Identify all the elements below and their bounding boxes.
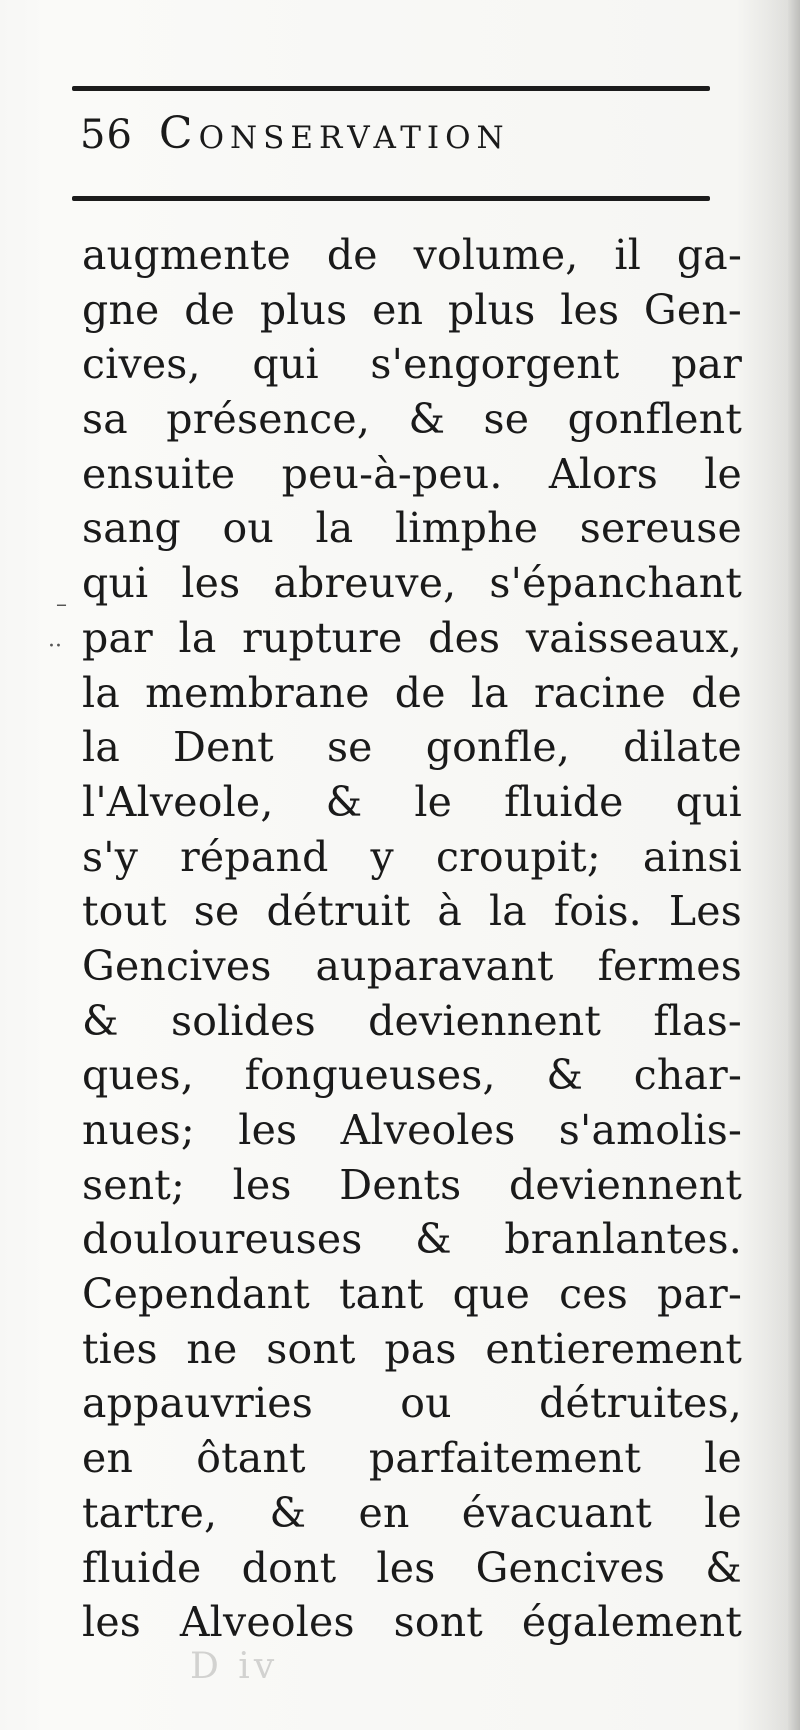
text-line: tout se détruit à la fois. Les	[82, 887, 742, 936]
text-line: gne de plus en plus les Gen-	[82, 285, 742, 334]
header-rule-bottom	[72, 196, 710, 201]
text-line: ques, fongueuses, & char-	[82, 1051, 742, 1100]
text-line: Cependant tant que ces par-	[82, 1270, 742, 1319]
text-line: sent; les Dents deviennent	[82, 1160, 742, 1209]
text-line: & solides deviennent flas-	[82, 996, 742, 1045]
header-rule-top	[72, 86, 710, 91]
text-line: douloureuses & branlantes.	[82, 1215, 742, 1264]
page-number: 56	[80, 112, 133, 158]
text-line: augmente de volume, il ga-	[82, 231, 742, 279]
text-line: par la rupture des vaisseaux,	[82, 613, 742, 662]
text-line: qui les abreuve, s'épanchant	[82, 559, 742, 608]
text-line: nues; les Alveoles s'amolis-	[82, 1106, 742, 1154]
running-title: Conservation	[158, 108, 510, 159]
text-line: Gencives auparavant fermes	[82, 941, 742, 990]
text-line: sa présence, & se gonflent	[82, 395, 742, 444]
body-text	[82, 228, 742, 1650]
text-line: s'y répand y croupit; ainsi	[82, 832, 742, 881]
text-line: sang ou la limphe sereuse	[82, 504, 742, 553]
text-line: ties ne sont pas entierement	[82, 1324, 742, 1373]
page-header	[80, 108, 700, 168]
text-line: appauvries ou détruites,	[82, 1379, 742, 1428]
text-line: la Dent se gonfle, dilate	[82, 723, 742, 772]
text-line: tartre, & en évacuant le	[82, 1488, 742, 1537]
text-line: l'Alveole, & le fluide qui	[82, 777, 742, 826]
text-line: cives, qui s'engorgent par	[82, 340, 742, 389]
margin-mark: ··	[48, 634, 62, 659]
signature-mark: D iv	[190, 1646, 279, 1687]
page-edge-shadow	[788, 0, 800, 1730]
text-line: les Alveoles sont également	[82, 1598, 742, 1647]
text-line: fluide dont les Gencives &	[82, 1543, 742, 1592]
text-line: en ôtant parfaitement le	[82, 1434, 742, 1483]
text-line: la membrane de la racine de	[82, 668, 742, 717]
text-line: ensuite peu-à-peu. Alors le	[82, 449, 742, 498]
margin-mark: –	[56, 592, 67, 617]
